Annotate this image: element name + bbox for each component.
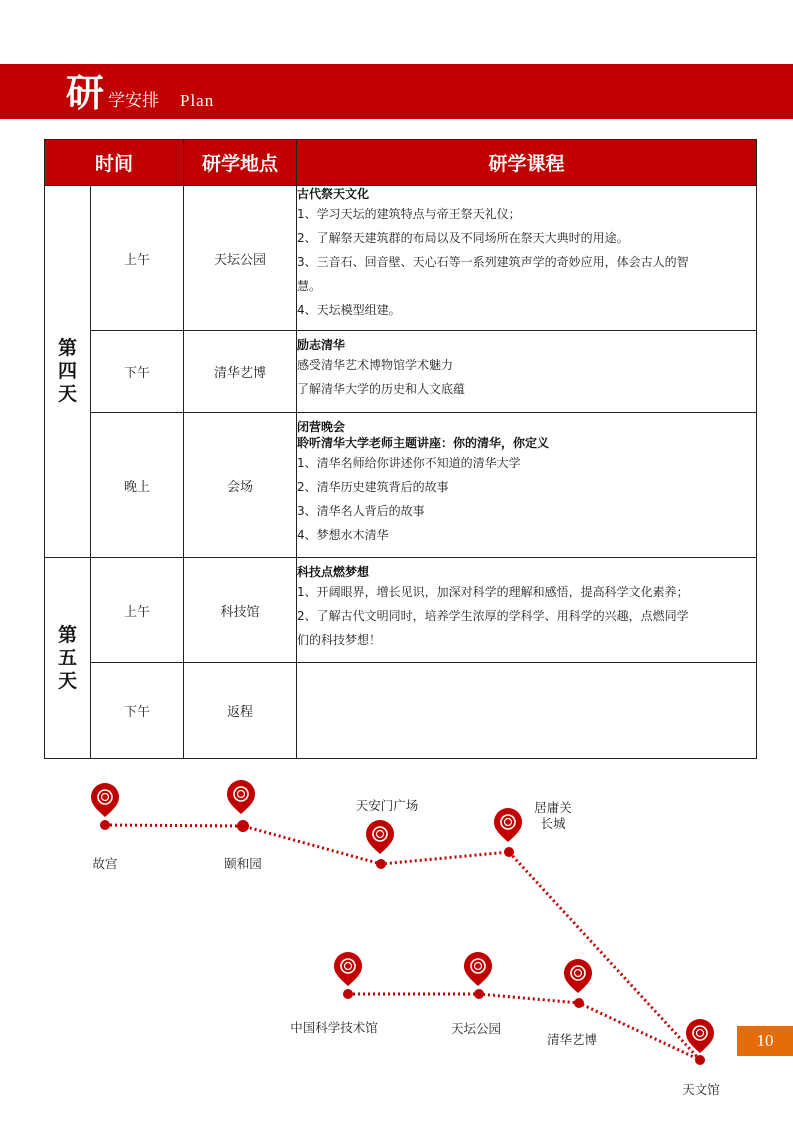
course-cell [297, 558, 757, 663]
time-cell: 下午 [91, 331, 184, 413]
course-cell [297, 331, 757, 413]
route-map [0, 770, 793, 1122]
map-pin-icon [564, 959, 592, 993]
section-banner [0, 64, 793, 119]
time-cell: 下午 [91, 663, 184, 759]
course-line: 感受清华艺术博物馆学术魅力 [297, 358, 454, 372]
banner-big-char: 研 [66, 70, 105, 115]
course-line: 1、清华名师给你讲述你不知道的清华大学 [297, 456, 521, 470]
course-cell [297, 413, 757, 558]
course-line: 1、学习天坛的建筑特点与帝王祭天礼仪； [297, 207, 521, 221]
header-place: 研学地点 [184, 140, 297, 186]
route-dot [474, 989, 484, 999]
route-dot [504, 847, 514, 857]
page-number: 10 [737, 1026, 793, 1056]
course-line: 4、梦想水木清华 [297, 528, 389, 542]
time-cell: 上午 [91, 186, 184, 331]
course-line: 1、开阔眼界，增长见识，加深对科学的理解和感悟，提高科学文化素养； [297, 585, 689, 599]
map-pin-icon [334, 952, 362, 986]
stop-label-science-museum: 中国科学技术馆 [290, 1020, 378, 1035]
time-cell: 晚上 [91, 413, 184, 558]
banner-subtitle: Plan [180, 91, 215, 110]
route-dot [574, 998, 584, 1008]
place-cell: 清华艺博 [184, 331, 297, 413]
course-title: 科技点燃梦想 [297, 565, 370, 579]
map-pin-icon [366, 820, 394, 854]
time-cell: 上午 [91, 558, 184, 663]
route-dot [376, 859, 386, 869]
route-dot [100, 820, 110, 830]
map-pin-icon [91, 783, 119, 817]
table-row [45, 413, 757, 558]
course-title: 闭营晚会 [297, 420, 346, 434]
course-cell-empty [297, 663, 757, 759]
place-cell: 返程 [184, 663, 297, 759]
day-char: 四 [57, 360, 77, 382]
course-line: 4、天坛模型组建。 [297, 303, 401, 317]
stop-label-yiheyuan: 颐和园 [224, 856, 262, 871]
route-lines [0, 770, 793, 1122]
course-cell [297, 186, 757, 331]
course-line: 2、清华历史建筑背后的故事 [297, 480, 449, 494]
banner-title: 学安排 [108, 91, 159, 111]
course-title: 励志清华 [297, 338, 346, 352]
route-dot [343, 989, 353, 999]
day-char: 天 [57, 383, 77, 405]
course-line: 2、了解古代文明同时，培养学生浓厚的学科学、用科学的兴趣，点燃同学 [297, 609, 689, 623]
course-line: 2、了解祭天建筑群的布局以及不同场所在祭天大典时的用途。 [297, 231, 629, 245]
course-subtitle: 聆听清华大学老师主题讲座：你的清华，你定义 [297, 436, 550, 450]
stop-label-tianwenguan: 天文馆 [682, 1082, 720, 1097]
place-cell: 科技馆 [184, 558, 297, 663]
day-label-4 [45, 186, 91, 558]
table-row [45, 331, 757, 413]
header-course: 研学课程 [297, 140, 757, 186]
table-header-row [45, 140, 757, 186]
stop-label-line: 长城 [540, 816, 566, 831]
stop-label-line: 居庸关 [534, 800, 572, 815]
day-char: 天 [57, 669, 77, 692]
map-pin-icon [464, 952, 492, 986]
course-line: 3、三音石、回音壁、天心石等一系列建筑声学的奇妙应用，体会古人的智 [297, 255, 689, 269]
day-char: 五 [57, 646, 77, 669]
header-time: 时间 [45, 140, 184, 186]
day-label-5 [45, 558, 91, 759]
table-row [45, 186, 757, 331]
map-pin-icon [494, 808, 522, 842]
stop-label-tiananmen: 天安门广场 [355, 798, 419, 813]
route-path-top [105, 825, 700, 1060]
stop-label-qinghua-yibo: 清华艺博 [546, 1032, 597, 1047]
day-char: 第 [57, 623, 77, 646]
schedule-table [44, 139, 757, 759]
course-line: 3、清华名人背后的故事 [297, 504, 425, 518]
place-cell: 天坛公园 [184, 186, 297, 331]
table-row [45, 558, 757, 663]
stop-label-gugong: 故宫 [92, 856, 118, 871]
course-line: 慧。 [297, 279, 322, 293]
course-line: 们的科技梦想！ [297, 633, 382, 647]
table-row [45, 663, 757, 759]
route-dot [695, 1055, 705, 1065]
route-dot [237, 820, 249, 832]
day-char: 第 [57, 337, 77, 359]
map-pin-icon [227, 780, 255, 814]
course-title: 古代祭天文化 [297, 187, 370, 201]
place-cell: 会场 [184, 413, 297, 558]
stop-label-juyongguan [525, 800, 581, 832]
map-pin-icons [91, 780, 714, 1053]
stop-label-tiantan: 天坛公园 [450, 1021, 501, 1036]
course-line: 了解清华大学的历史和人文底蕴 [297, 382, 466, 396]
